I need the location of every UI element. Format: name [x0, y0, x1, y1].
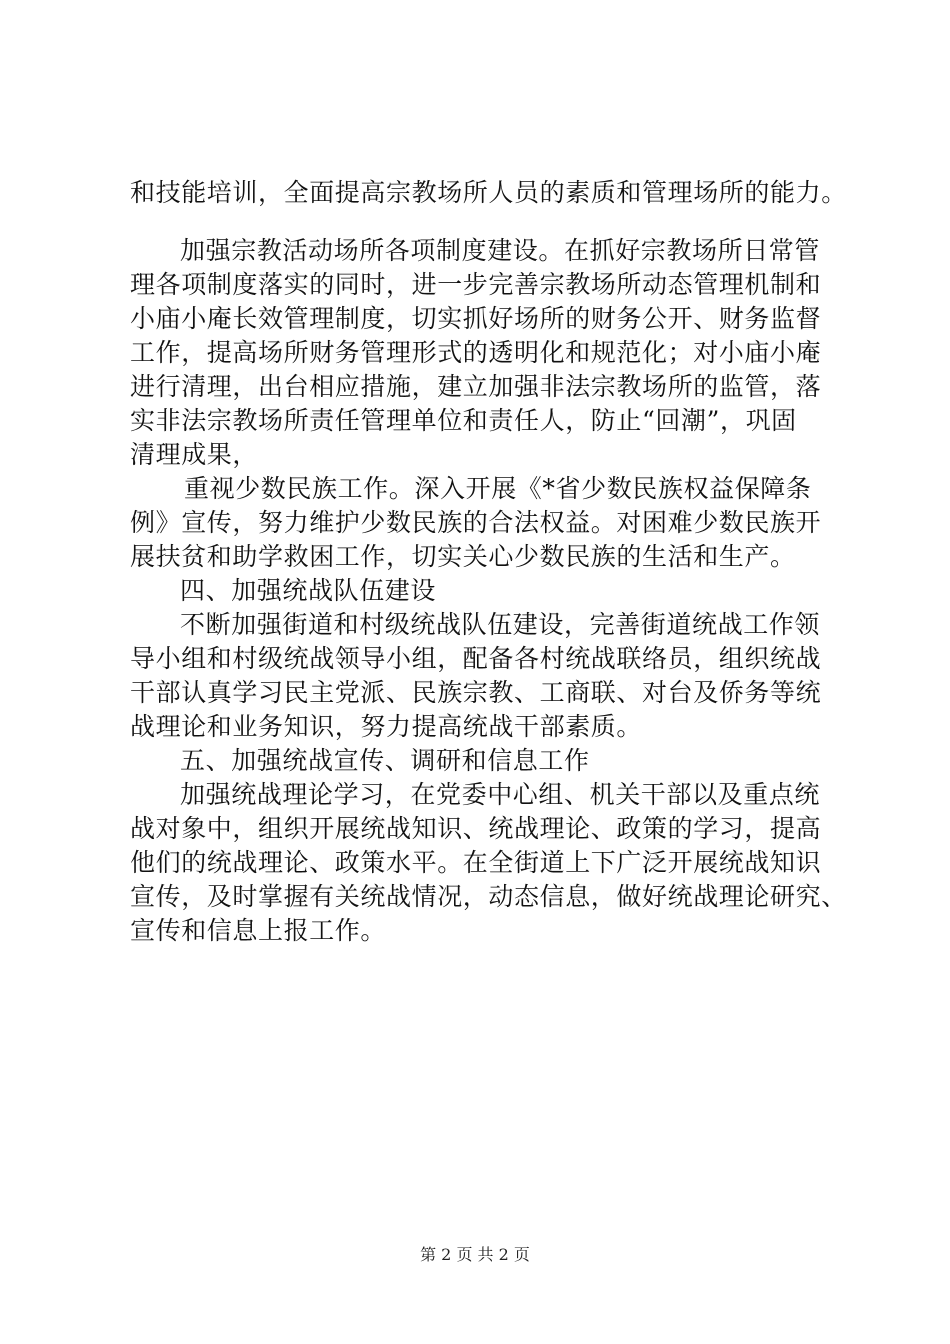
- paragraph-line-16: 战理论和业务知识，努力提高统战干部素质。: [130, 712, 643, 741]
- paragraph-line-5: 工作，提高场所财务管理形式的透明化和规范化；对小庙小庵: [130, 338, 822, 367]
- paragraph-line-15: 干部认真学习民主党派、民族宗教、工商联、对台及侨务等统: [130, 678, 822, 707]
- paragraph-line-11: 展扶贫和助学救困工作，切实关心少数民族的生活和生产。: [130, 542, 796, 571]
- paragraph-line-21: 宣传，及时掌握有关统战情况，动态信息，做好统战理论研究、: [130, 882, 847, 911]
- paragraph-line-22: 宣传和信息上报工作。: [130, 916, 387, 945]
- page-number-footer: 第 2 页 共 2 页: [420, 1245, 530, 1264]
- paragraph-line-10: 例》宣传，努力维护少数民族的合法权益。对困难少数民族开: [130, 508, 822, 537]
- paragraph-line-18: 加强统战理论学习，在党委中心组、机关干部以及重点统: [180, 780, 821, 809]
- section-heading-5: 五、加强统战宣传、调研和信息工作: [180, 746, 590, 775]
- paragraph-line-7: 实非法宗教场所责任管理单位和责任人，防止“回潮”，巩固: [130, 406, 797, 435]
- paragraph-line-9: 重视少数民族工作。深入开展《*省少数民族权益保障条: [184, 474, 812, 503]
- paragraph-line-3: 理各项制度落实的同时，进一步完善宗教场所动态管理机制和: [130, 270, 822, 299]
- paragraph-line-13: 不断加强街道和村级统战队伍建设，完善街道统战工作领: [180, 610, 821, 639]
- paragraph-line-4: 小庙小庵长效管理制度，切实抓好场所的财务公开、财务监督: [130, 304, 822, 333]
- paragraph-line-14: 导小组和村级统战领导小组，配备各村统战联络员，组织统战: [130, 644, 822, 673]
- paragraph-line-2: 加强宗教活动场所各项制度建设。在抓好宗教场所日常管: [180, 236, 821, 265]
- paragraph-line-19: 战对象中，组织开展统战知识、统战理论、政策的学习，提高: [130, 814, 822, 843]
- paragraph-line-6: 进行清理，出台相应措施，建立加强非法宗教场所的监管，落: [130, 372, 822, 401]
- paragraph-line-1: 和技能培训，全面提高宗教场所人员的素质和管理场所的能力。: [130, 178, 847, 207]
- paragraph-line-20: 他们的统战理论、政策水平。在全街道上下广泛开展统战知识: [130, 848, 822, 877]
- paragraph-line-8: 清理成果，: [130, 440, 259, 469]
- section-heading-4: 四、加强统战队伍建设: [180, 576, 437, 605]
